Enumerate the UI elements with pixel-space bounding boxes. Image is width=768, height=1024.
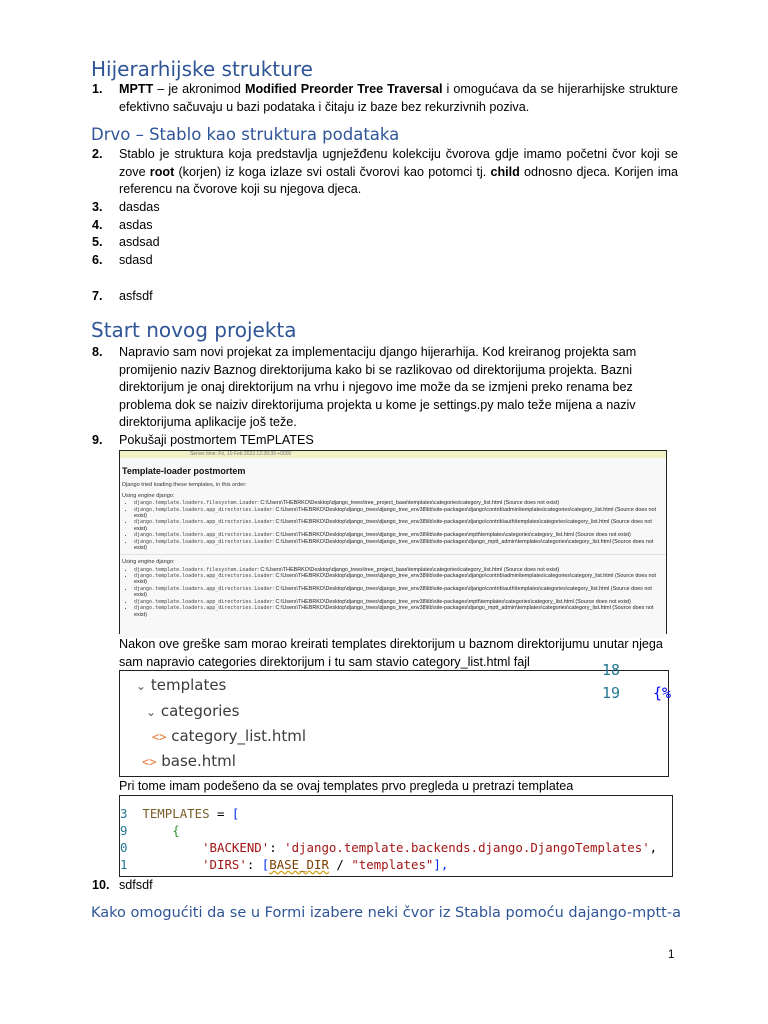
code-token: 'DIRS': [202, 857, 247, 872]
loader-path: : C:\Users\THEBRKO\Desktop\django_trees\tree_project_base\templates\categories\category_list.html (Source does not exist): [257, 566, 560, 573]
list-number: 6.: [92, 253, 103, 267]
heading-drvo: Drvo – Stablo kao struktura podataka: [91, 125, 400, 144]
loader-path: : C:\Users\THEBRKO\Desktop\django_trees\django_tree_env38\lib\site-packages\mptt\templates\categories\category_list.html (Source does not exist): [272, 532, 631, 539]
bold-term-child: child: [490, 164, 520, 179]
list-text: sdfsdf: [119, 878, 153, 892]
line-number: 18: [602, 661, 621, 679]
loader-path: : C:\Users\THEBRKO\Desktop\django_trees\tree_project_base\templates\categories\category_list.html (Source does not exist): [257, 500, 560, 507]
code-token: [: [231, 806, 240, 821]
loader-path: : C:\Users\THEBRKO\Desktop\django_trees\django_tree_env38\lib\site-packages\django\contrib\admin\templates\categories\category_list.html (Source does not exist): [134, 573, 657, 586]
loader-name: django.template.loaders.app_directories.Loader: [134, 506, 273, 513]
engine-label: Using engine django:: [122, 559, 175, 566]
code-token: :: [269, 840, 285, 855]
file-tree-screenshot: [119, 661, 672, 777]
loader-path: : C:\Users\THEBRKO\Desktop\django_trees\django_tree_env38\lib\site-packages\django\contrib\admin\templates\categories\category_list.html (Source does not exist): [134, 506, 657, 520]
code-token: [: [261, 857, 270, 872]
tree-item-base[interactable]: [142, 752, 236, 770]
loader-entry: [134, 573, 666, 586]
text: Stablo je struktura koja predstavlja ugnježđenu kolekciju čvorova gdje imamo početni čvor koji se zove: [119, 147, 678, 179]
gutter-number: 9: [120, 823, 128, 838]
code-token: TEMPLATES: [142, 806, 210, 821]
list-item-9: [92, 432, 678, 450]
divider: [120, 554, 666, 555]
list-text: asdsad: [119, 235, 160, 249]
code-token: ,: [649, 840, 658, 855]
line-number: 19: [602, 684, 621, 702]
list-item-6: [92, 252, 678, 270]
chevron-down-icon: ⌄: [146, 705, 157, 719]
code-screenshot: [119, 795, 673, 877]
code-token: {: [172, 823, 180, 838]
list-number: 2.: [92, 147, 103, 161]
list-text: Napravio sam novi projekat za implementaciju django hijerarhija. Kod kreiranog projekta sam promijenio naziv Baznog direktorijuma kako bi se razlikovao od direktorijuma projekta. Bazni direktorijum je onaj direktorijum na vrhu i njegovo ime može da se izmjeni preko renama bez problema dok se naiziv direktorijuma projekta u kome je settings.py malo teže mijena a naziv direktorijuma aplikacije još teže.: [119, 345, 637, 429]
code-line: [120, 823, 180, 838]
loader-entry: [134, 586, 666, 599]
loader-name: django.template.loaders.app_directories.Loader: [134, 598, 273, 605]
text: (korjen) iz koga izlaze svi ostali čvorovi kao potomci tj.: [174, 164, 491, 179]
list-item-5: [92, 234, 678, 252]
list-text: dasdas: [119, 200, 160, 214]
loader-name: django.template.loaders.app_directories.Loader: [134, 585, 273, 592]
postmortem-title: Template-loader postmortem: [122, 466, 246, 476]
server-time-bar: Server time: Fri, 10 Feb 2023 12:39:39 +0000: [120, 451, 666, 458]
code-line: [120, 806, 239, 821]
list-number: 5.: [92, 235, 103, 249]
list-number: 1.: [92, 82, 103, 96]
list-number: 9.: [92, 433, 103, 447]
bold-term-mptt: MPTT: [119, 82, 154, 96]
loader-entry: [134, 605, 666, 618]
list-number: 10.: [92, 878, 110, 892]
list-text: Pokušaji postmortem TEmPLATES: [119, 433, 314, 447]
text: – je akronimod: [153, 82, 245, 96]
postmortem-intro: Django tried loading these templates, in this order:: [122, 482, 247, 488]
loader-name: django.template.loaders.filesystem.Loader: [134, 566, 258, 573]
list-number: 7.: [92, 289, 103, 303]
code-token: =: [209, 806, 232, 821]
list-number: 3.: [92, 200, 103, 214]
template-tag-brace: {%: [653, 684, 672, 702]
chevron-down-icon: ⌄: [136, 679, 147, 693]
loader-entry: [134, 519, 666, 532]
postmortem-screenshot: [119, 450, 667, 634]
bold-term-root: root: [149, 164, 175, 179]
file-name: category_list.html: [171, 727, 306, 745]
engine-label: Using engine django:: [122, 493, 175, 499]
paragraph-after-error: Nakon ove greške sam morao kreirati templates direktorijum u baznom direktorijumu unutar njega sam napravio categories direktorijum i tu sam stavio category_list.html fajl: [119, 637, 663, 669]
loader-name: django.template.loaders.app_directories.Loader: [134, 605, 273, 612]
code-token: BASE_DIR: [269, 857, 329, 872]
page-number: 1: [668, 949, 675, 961]
folder-name: templates: [150, 676, 227, 694]
code-line: [120, 840, 657, 855]
heading-start-novog-projekta: Start novog projekta: [91, 318, 297, 342]
code-token: 'django.template.backends.django.DjangoTemplates': [284, 840, 650, 855]
list-number: 4.: [92, 218, 103, 232]
list-text: asdas: [119, 218, 153, 232]
list-item-1: [92, 81, 678, 116]
loader-path: : C:\Users\THEBRKO\Desktop\django_trees\django_tree_env38\lib\site-packages\django_mptt_admin\templates\categories\category_list.html (Source does not exist): [134, 605, 654, 618]
loader-name: django.template.loaders.app_directories.Loader: [134, 573, 273, 580]
loader-name: django.template.loaders.filesystem.Loader: [134, 500, 258, 507]
code-token: ],: [433, 857, 449, 872]
code-line: [120, 857, 448, 872]
code-token: 'BACKEND': [202, 840, 270, 855]
text: odnosno djeca. Korijen ima referencu na čvorove koji su njegova djeca.: [119, 164, 678, 196]
list-item-8: [92, 344, 678, 432]
text: i omogućava da se hijerarhijske strukture efektivno sačuvaju u bazi podataka i čitaju iz baze bez rekurzivnih poziva.: [119, 82, 678, 114]
list-item-2: [92, 146, 678, 199]
loader-entry: [134, 507, 666, 520]
code-token: /: [328, 857, 352, 872]
heading-kako-omoguciti: Kako omogućiti da se u Formi izabere neki čvor iz Stabla pomoću dajango-mptt-a: [91, 905, 681, 921]
tree-item-category-list[interactable]: [152, 727, 306, 745]
list-text: sdasd: [119, 253, 153, 267]
loader-path: : C:\Users\THEBRKO\Desktop\django_trees\django_tree_env38\lib\site-packages\mptt\templates\categories\category_list.html (Source does not exist): [272, 598, 631, 605]
tree-item-categories[interactable]: [146, 702, 239, 720]
loader-path: : C:\Users\THEBRKO\Desktop\django_trees\django_tree_env38\lib\site-packages\django\contrib\auth\templates\categories\category_list.html (Source does not exist): [134, 519, 652, 532]
bold-term-full-name: Modified Preorder Tree Traversal: [244, 82, 443, 96]
loader-name: django.template.loaders.app_directories.Loader: [134, 519, 273, 526]
list-item-4: [92, 217, 678, 235]
tree-item-templates[interactable]: [136, 676, 226, 694]
code-token: :: [246, 857, 262, 872]
list-item-10: [92, 877, 678, 895]
loader-list-2: [120, 567, 666, 618]
file-name: base.html: [161, 752, 236, 770]
html-file-icon: <>: [142, 755, 157, 769]
gutter-number: 0: [120, 840, 128, 855]
loader-entry: [134, 539, 666, 552]
list-item-3: [92, 199, 678, 217]
loader-name: django.template.loaders.app_directories.Loader: [134, 532, 273, 539]
folder-name: categories: [160, 702, 240, 720]
loader-name: django.template.loaders.app_directories.Loader: [134, 538, 273, 545]
list-item-7: [92, 288, 678, 306]
loader-list-1: [120, 500, 666, 551]
code-token: "templates": [351, 857, 434, 872]
list-number: 8.: [92, 345, 103, 359]
gutter-number: 3: [120, 806, 128, 821]
gutter-number: 1: [120, 857, 128, 872]
loader-path: : C:\Users\THEBRKO\Desktop\django_trees\django_tree_env38\lib\site-packages\django_mptt_admin\templates\categories\category_list.html (Source does not exist): [134, 538, 654, 552]
heading-hijerarhijske-strukture: Hijerarhijske strukture: [91, 57, 313, 81]
paragraph-templates-config: Pri tome imam podešeno da se ovaj templates prvo pregleda u pretrazi templatea: [119, 779, 574, 793]
list-text: asfsdf: [119, 289, 153, 303]
loader-path: : C:\Users\THEBRKO\Desktop\django_trees\django_tree_env38\lib\site-packages\django\contrib\auth\templates\categories\category_list.html (Source does not exist): [134, 585, 652, 599]
html-file-icon: <>: [152, 730, 167, 744]
